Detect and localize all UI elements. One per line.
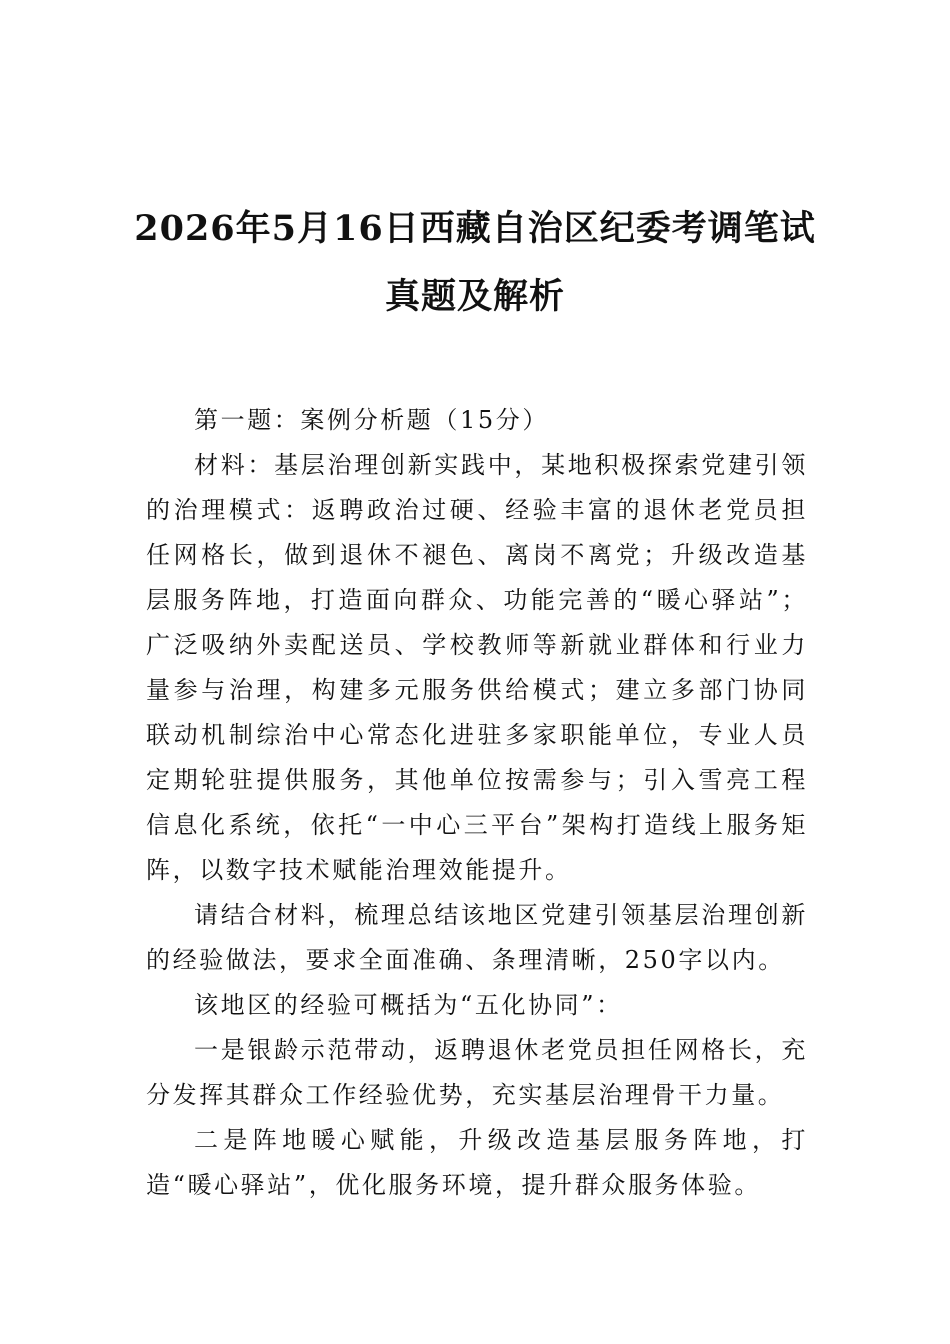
question-heading: 第一题：案例分析题（15分） (194, 406, 549, 434)
document-title (100, 195, 850, 331)
title-line-1: 2026年5月16日西藏自治区纪委考调笔试 (134, 208, 816, 249)
title-line-2: 真题及解析 (384, 276, 565, 317)
answer-point-2: 二是阵地暖心赋能，升级改造基层服务阵地，打造“暖心驿站”，优化服务环境，提升群众服务体验。 (146, 1126, 808, 1199)
document-body (146, 398, 808, 1208)
answer-point-1: 一是银龄示范带动，返聘退休老党员担任网格长，充分发挥其群众工作经验优势，充实基层治理骨干力量。 (146, 1036, 808, 1109)
answer-intro: 该地区的经验可概括为“五化协同”： (194, 991, 623, 1019)
question-prompt: 请结合材料，梳理总结该地区党建引领基层治理创新的经验做法，要求全面准确、条理清晰，250字以内。 (146, 901, 808, 974)
material-paragraph: 材料：基层治理创新实践中，某地积极探索党建引领的治理模式：返聘政治过硬、经验丰富的退休老党员担任网格长，做到退休不褪色、离岗不离党；升级改造基层服务阵地，打造面向群众、功能完善的“暖心驿站”；广泛吸纳外卖配送员、学校教师等新就业群体和行业力量参与治理，构建多元服务供给模式；建立多部门协同联动机制综治中心常态化进驻多家职能单位，专业人员定期轮驻提供服务，其他单位按需参与；引入雪亮工程信息化系统，依托“一中心三平台”架构打造线上服务矩阵，以数字技术赋能治理效能提升。 (146, 451, 808, 884)
